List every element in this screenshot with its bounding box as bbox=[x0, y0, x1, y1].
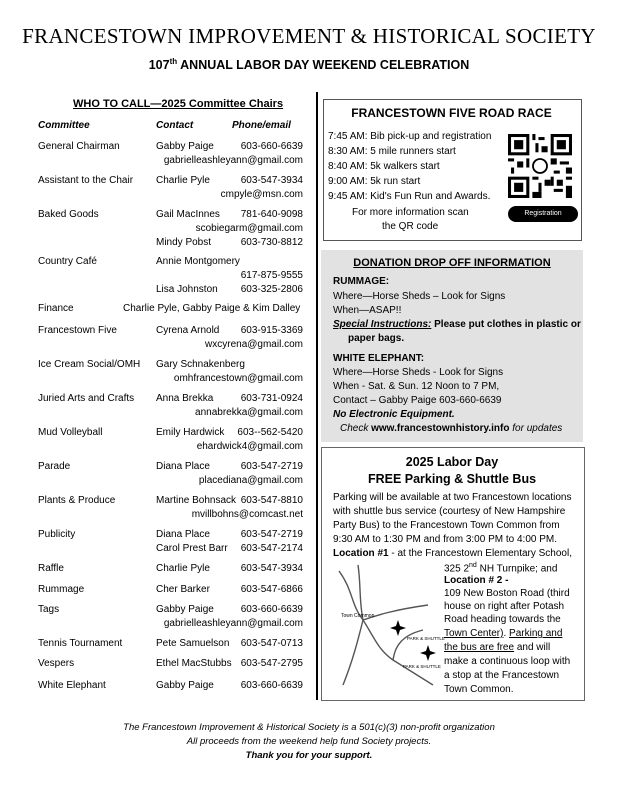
white-elephant-when: When - Sat. & Sun. 12 Noon to 7 PM, bbox=[333, 381, 500, 392]
contact-extra: wxcyrena@gmail.com bbox=[205, 339, 303, 350]
committee-name: Finance bbox=[38, 303, 74, 314]
footer-line-1: The Francestown Improvement & Historical Society is a 501(c)(3) non-profit organization bbox=[123, 722, 495, 733]
committee-name: Baked Goods bbox=[38, 209, 99, 220]
subtitle-sup: th bbox=[169, 57, 178, 66]
contact-name: Cyrena Arnold bbox=[156, 325, 220, 336]
contact-name: Gabby Paige bbox=[156, 680, 214, 691]
contact-extra: gabrielleashleyann@gmail.com bbox=[163, 155, 303, 166]
contact-extra: scobiegarm@gmail.com bbox=[195, 223, 303, 234]
committee-name: Ice Cream Social/OMH bbox=[38, 359, 141, 370]
race-schedule-item: 8:40 AM: 5k walkers start bbox=[328, 161, 440, 172]
col-contact-header: Contact bbox=[156, 120, 194, 131]
special-text: Please put clothes in plastic or bbox=[431, 319, 581, 330]
committee-name: Francestown Five bbox=[38, 325, 117, 336]
committee-name: General Chairman bbox=[38, 141, 120, 152]
white-elephant-where: Where—Horse Sheds - Look for Signs bbox=[333, 367, 504, 378]
loop-line: a stop at the Francestown bbox=[444, 670, 560, 681]
addr-b: NH Turnpike; and bbox=[476, 563, 558, 575]
town-center: Town Center) bbox=[444, 628, 504, 639]
subtitle-text: ANNUAL LABOR DAY WEEKEND CELEBRATION bbox=[177, 58, 470, 73]
committee-heading: WHO TO CALL—2025 Committee Chairs bbox=[73, 98, 284, 110]
contact-extra: 617-875-9555 bbox=[240, 270, 303, 281]
committee-name: Country Café bbox=[38, 256, 97, 267]
contact-name: Ethel MacStubbs bbox=[156, 658, 232, 669]
check-updates bbox=[340, 423, 562, 434]
registration-button[interactable] bbox=[508, 206, 578, 222]
contact-phone: 603-915-3369 bbox=[240, 325, 303, 336]
check-pre: Check bbox=[340, 423, 372, 434]
page-subtitle bbox=[0, 57, 618, 72]
map-park-shuttle-2: PARK & SHUTTLE bbox=[403, 664, 441, 669]
contact-name-2: Lisa Johnston bbox=[156, 284, 218, 295]
location-1-address bbox=[444, 562, 557, 574]
location-2-line: house on right after Potash bbox=[444, 601, 565, 612]
committee-name: Plants & Produce bbox=[38, 495, 116, 506]
contact-name: Diana Place bbox=[156, 529, 210, 540]
contact-phone: 603-547-3934 bbox=[240, 175, 303, 186]
special-text-2: paper bags. bbox=[348, 333, 405, 344]
contact-extra: gabrielleashleyann@gmail.com bbox=[163, 618, 303, 629]
website-link[interactable]: www.francestownhistory.info bbox=[371, 423, 510, 434]
parking-line: Town Center). Parking and bbox=[444, 628, 563, 639]
contact-name: Pete Samuelson bbox=[156, 638, 230, 649]
contact-phone: 603-547-6866 bbox=[240, 584, 303, 595]
laborday-line: 9:30 AM to 1:30 PM and from 3:00 PM to 4:00 PM. bbox=[333, 534, 558, 545]
location-1 bbox=[333, 548, 572, 559]
laborday-line: Party Bus) to the Francestown Town Common from bbox=[333, 520, 560, 531]
race-schedule-item: 8:30 AM: 5 mile runners start bbox=[328, 146, 456, 157]
white-elephant-heading: WHITE ELEPHANT: bbox=[333, 353, 425, 364]
qr-code-icon[interactable] bbox=[508, 134, 572, 198]
contact-phone: 603-547-0713 bbox=[240, 638, 303, 649]
contact-phone: 603--562-5420 bbox=[237, 427, 303, 438]
contact-name: Cher Barker bbox=[156, 584, 210, 595]
contact-extra: ehardwick4@gmail.com bbox=[196, 441, 303, 452]
race-schedule-item: 9:45 AM: Kid's Fun Run and Awards. bbox=[328, 191, 491, 202]
committee-name: Rummage bbox=[38, 584, 85, 595]
committee-name: Vespers bbox=[38, 658, 75, 669]
committee-name: White Elephant bbox=[38, 680, 106, 691]
contact-name: Anna Brekka bbox=[156, 393, 214, 404]
contact-name: Diana Place bbox=[156, 461, 210, 472]
contact-phone-2: 603-325-2806 bbox=[240, 284, 303, 295]
laborday-line: with shuttle bus service (courtesy of New Hampshire bbox=[333, 506, 566, 517]
map-town-common: Town Common bbox=[341, 613, 375, 619]
col-committee-header: Committee bbox=[38, 120, 90, 131]
shuttle-map bbox=[333, 565, 445, 690]
committee-name: Publicity bbox=[38, 529, 76, 540]
contact-phone: 781-640-9098 bbox=[240, 209, 303, 220]
contact-name: Gary Schnakenberg bbox=[156, 359, 245, 370]
addr-sup: nd bbox=[469, 562, 477, 569]
contact-name: Gabby Paige bbox=[156, 141, 214, 152]
committee-name: Raffle bbox=[38, 563, 64, 574]
addr-a: 325 2 bbox=[444, 563, 470, 575]
contact-phone: 603-547-2795 bbox=[240, 658, 303, 669]
contact-phone: 603-547-8810 bbox=[240, 495, 303, 506]
contact-extra: annabrekka@gmail.com bbox=[195, 407, 303, 418]
race-schedule-item: 7:45 AM: Bib pick-up and registration bbox=[328, 131, 492, 142]
loop-line: Town Common. bbox=[444, 684, 514, 695]
col-phone-header: Phone/email bbox=[232, 120, 291, 131]
location-2-label: Location # 2 - bbox=[444, 575, 509, 586]
contact-extra: omhfrancestown@gmail.com bbox=[173, 373, 303, 384]
page-title: FRANCESTOWN IMPROVEMENT & HISTORICAL SOCIETY bbox=[22, 24, 596, 48]
contact-phone: 603-547-2719 bbox=[240, 461, 303, 472]
bus-free: the bus are free bbox=[444, 642, 515, 653]
location-1-text: - at the Francestown Elementary School, bbox=[388, 548, 572, 559]
column-divider bbox=[316, 92, 318, 700]
bus-free-line bbox=[444, 642, 550, 653]
committee-name: Tennis Tournament bbox=[38, 638, 123, 649]
race-schedule-item: 9:00 AM: 5k run start bbox=[328, 176, 421, 187]
loop-line: make a continuous loop with bbox=[444, 656, 571, 667]
laborday-line: Parking will be available at two Francestown locations bbox=[333, 492, 572, 503]
race-more-info: For more information scan bbox=[352, 207, 469, 218]
no-electronics: No Electronic Equipment. bbox=[333, 409, 455, 420]
contact-name: Charlie Pyle, Gabby Paige & Kim Dalley bbox=[123, 303, 301, 314]
laborday-title: 2025 Labor Day bbox=[405, 455, 499, 469]
committee-name: Assistant to the Chair bbox=[38, 175, 134, 186]
committee-name: Parade bbox=[38, 461, 71, 472]
contact-extra: placediana@gmail.com bbox=[198, 475, 303, 486]
location-1-label: Location #1 bbox=[333, 548, 389, 559]
contact-phone: 603-547-2719 bbox=[240, 529, 303, 540]
contact-name: Charlie Pyle bbox=[156, 175, 210, 186]
footer-line-2: All proceeds from the weekend help fund Society projects. bbox=[186, 736, 432, 747]
contact-phone: 603-660-6639 bbox=[240, 680, 303, 691]
parking-free: Parking and bbox=[509, 628, 563, 639]
rummage-when: When—ASAP!! bbox=[333, 305, 402, 316]
rummage-where: Where—Horse Sheds – Look for Signs bbox=[333, 291, 506, 302]
contact-name: Annie Montgomery bbox=[156, 256, 240, 267]
contact-name: Gabby Paige bbox=[156, 604, 214, 615]
special-label: Special Instructions: bbox=[333, 319, 432, 330]
registration-label: Registration bbox=[524, 210, 562, 217]
special-instructions bbox=[333, 319, 581, 330]
contact-name: Emily Hardwick bbox=[156, 427, 225, 438]
contact-phone-2: 603-547-2174 bbox=[240, 543, 303, 554]
committee-name: Tags bbox=[38, 604, 60, 615]
race-title: FRANCESTOWN FIVE ROAD RACE bbox=[351, 106, 552, 120]
location-2-line: Road heading towards the bbox=[444, 614, 561, 625]
contact-extra: mvillbohns@comcast.net bbox=[191, 509, 303, 520]
contact-name: Gail MacInnes bbox=[156, 209, 220, 220]
contact-name-2: Carol Prest Barr bbox=[156, 543, 228, 554]
committee-name: Mud Volleyball bbox=[38, 427, 103, 438]
contact-name: Martine Bohnsack bbox=[156, 495, 237, 506]
contact-phone-2: 603-730-8812 bbox=[240, 237, 303, 248]
white-elephant-contact: Contact – Gabby Paige 603-660-6639 bbox=[333, 395, 502, 406]
rummage-heading: RUMMAGE: bbox=[333, 276, 390, 287]
contact-extra: cmpyle@msn.com bbox=[220, 189, 303, 200]
contact-name: Charlie Pyle bbox=[156, 563, 210, 574]
committee-name: Juried Arts and Crafts bbox=[38, 393, 135, 404]
check-post: for updates bbox=[509, 423, 563, 434]
race-more-info-2: the QR code bbox=[382, 221, 439, 232]
map-park-shuttle-1: PARK & SHUTTLE bbox=[407, 636, 445, 641]
donation-title: DONATION DROP OFF INFORMATION bbox=[353, 257, 551, 269]
contact-phone: 603-660-6639 bbox=[240, 604, 303, 615]
contact-phone: 603-547-3934 bbox=[240, 563, 303, 574]
subtitle-number: 107 bbox=[148, 58, 170, 73]
laborday-subtitle: FREE Parking & Shuttle Bus bbox=[367, 472, 537, 486]
contact-phone: 603-731-0924 bbox=[240, 393, 303, 404]
footer-line-3: Thank you for your support. bbox=[245, 750, 373, 761]
location-2-line: 109 New Boston Road (third bbox=[444, 588, 570, 599]
loop-tail: and will bbox=[514, 642, 551, 653]
contact-name-2: Mindy Pobst bbox=[156, 237, 212, 248]
contact-phone: 603-660-6639 bbox=[240, 141, 303, 152]
